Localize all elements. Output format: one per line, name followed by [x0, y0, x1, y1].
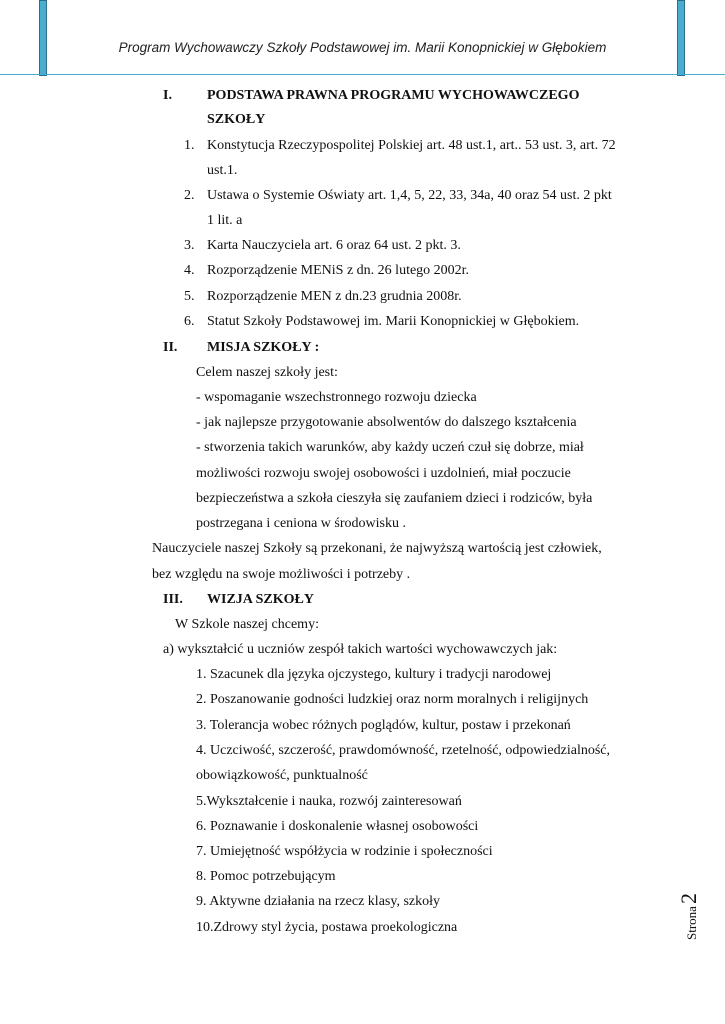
value-item: 2. Poszanowanie godności ludzkiej oraz norm moralnych i religijnych: [196, 692, 589, 707]
legal-item-num: 3.: [184, 238, 195, 253]
mission-line: możliwości rozwoju swojej osobowości i uzdolnień, miał poczucie: [196, 466, 571, 481]
legal-item-text: Rozporządzenie MEN z dn.23 grudnia 2008r.: [207, 289, 462, 304]
section1-title-line2: SZKOŁY: [207, 112, 266, 127]
value-item: 4. Uczciwość, szczerość, prawdomówność, rzetelność, odpowiedzialność,: [196, 743, 611, 758]
mission-line: bezpieczeństwa a szkoła cieszyła się zaufaniem dzieci i rodziców, była: [196, 491, 593, 506]
value-item: 3. Tolerancja wobec różnych poglądów, kultur, postaw i przekonań: [196, 718, 571, 733]
page-number: 2: [676, 893, 701, 905]
legal-item-num: 2.: [184, 188, 195, 203]
value-item: 9. Aktywne działania na rzecz klasy, szkoły: [196, 894, 441, 909]
vision-intro: a) wykształcić u uczniów zespół takich wartości wychowawczych jak:: [163, 642, 558, 657]
section2-numeral: II.: [163, 340, 178, 355]
legal-item-num: 4.: [184, 263, 195, 278]
vision-intro: W Szkole naszej chcemy:: [175, 617, 319, 632]
mission-line: - jak najlepsze przygotowanie absolwentów do dalszego kształcenia: [196, 415, 577, 430]
legal-item-text: Ustawa o Systemie Oświaty art. 1,4, 5, 22, 33, 34a, 40 oraz 54 ust. 2 pkt: [207, 188, 612, 203]
legal-item-text: 1 lit. a: [207, 213, 243, 228]
value-item: 7. Umiejętność współżycia w rodzinie i społeczności: [196, 844, 493, 859]
legal-item-text: Rozporządzenie MENiS z dn. 26 lutego 2002r.: [207, 263, 470, 278]
value-item: 5.Wykształcenie i nauka, rozwój zainteresowań: [196, 794, 462, 809]
legal-item-num: 5.: [184, 289, 195, 304]
page-label: Strona: [684, 906, 699, 940]
mission-line: - wspomaganie wszechstronnego rozwoju dziecka: [196, 390, 477, 405]
header-title: Program Wychowawczy Szkoły Podstawowej im. Marii Konopnickiej w Głębokiem: [118, 40, 607, 55]
value-item: 6. Poznawanie i doskonalenie własnej osobowości: [196, 819, 479, 834]
header-divider: [0, 74, 725, 75]
section3-numeral: III.: [163, 592, 183, 607]
section2-title: MISJA SZKOŁY :: [207, 340, 320, 355]
value-item: 10.Zdrowy styl życia, postawa proekologiczna: [196, 920, 458, 935]
mission-closing-line: bez względu na swoje możliwości i potrzeby .: [152, 567, 411, 582]
page-number-block: [676, 880, 700, 940]
section3-title: WIZJA SZKOŁY: [207, 592, 314, 607]
section1-numeral: I.: [163, 88, 172, 103]
legal-item-text: Statut Szkoły Podstawowej im. Marii Konopnickiej w Głębokiem.: [207, 314, 580, 329]
section1-title-line1: PODSTAWA PRAWNA PROGRAMU WYCHOWAWCZEGO: [207, 88, 580, 103]
value-item: obowiązkowość, punktualność: [196, 768, 368, 783]
legal-item-text: Karta Nauczyciela art. 6 oraz 64 ust. 2 pkt. 3.: [207, 238, 461, 253]
legal-item-num: 6.: [184, 314, 195, 329]
legal-item-text: Konstytucja Rzeczypospolitej Polskiej art. 48 ust.1, art.. 53 ust. 3, art. 72: [207, 138, 616, 153]
value-item: 8. Pomoc potrzebującym: [196, 869, 336, 884]
mission-closing-line: Nauczyciele naszej Szkoły są przekonani, że najwyższą wartością jest człowiek,: [152, 541, 602, 556]
legal-item-text: ust.1.: [207, 163, 238, 178]
mission-line: Celem naszej szkoły jest:: [196, 365, 338, 380]
header-left-accent-bar: [39, 0, 47, 76]
mission-line: - stworzenia takich warunków, aby każdy uczeń czuł się dobrze, miał: [196, 440, 584, 455]
value-item: 1. Szacunek dla języka ojczystego, kultury i tradycji narodowej: [196, 667, 552, 682]
mission-line: postrzegana i ceniona w środowisku .: [196, 516, 406, 531]
legal-item-num: 1.: [184, 138, 195, 153]
header-right-accent-bar: [677, 0, 685, 76]
